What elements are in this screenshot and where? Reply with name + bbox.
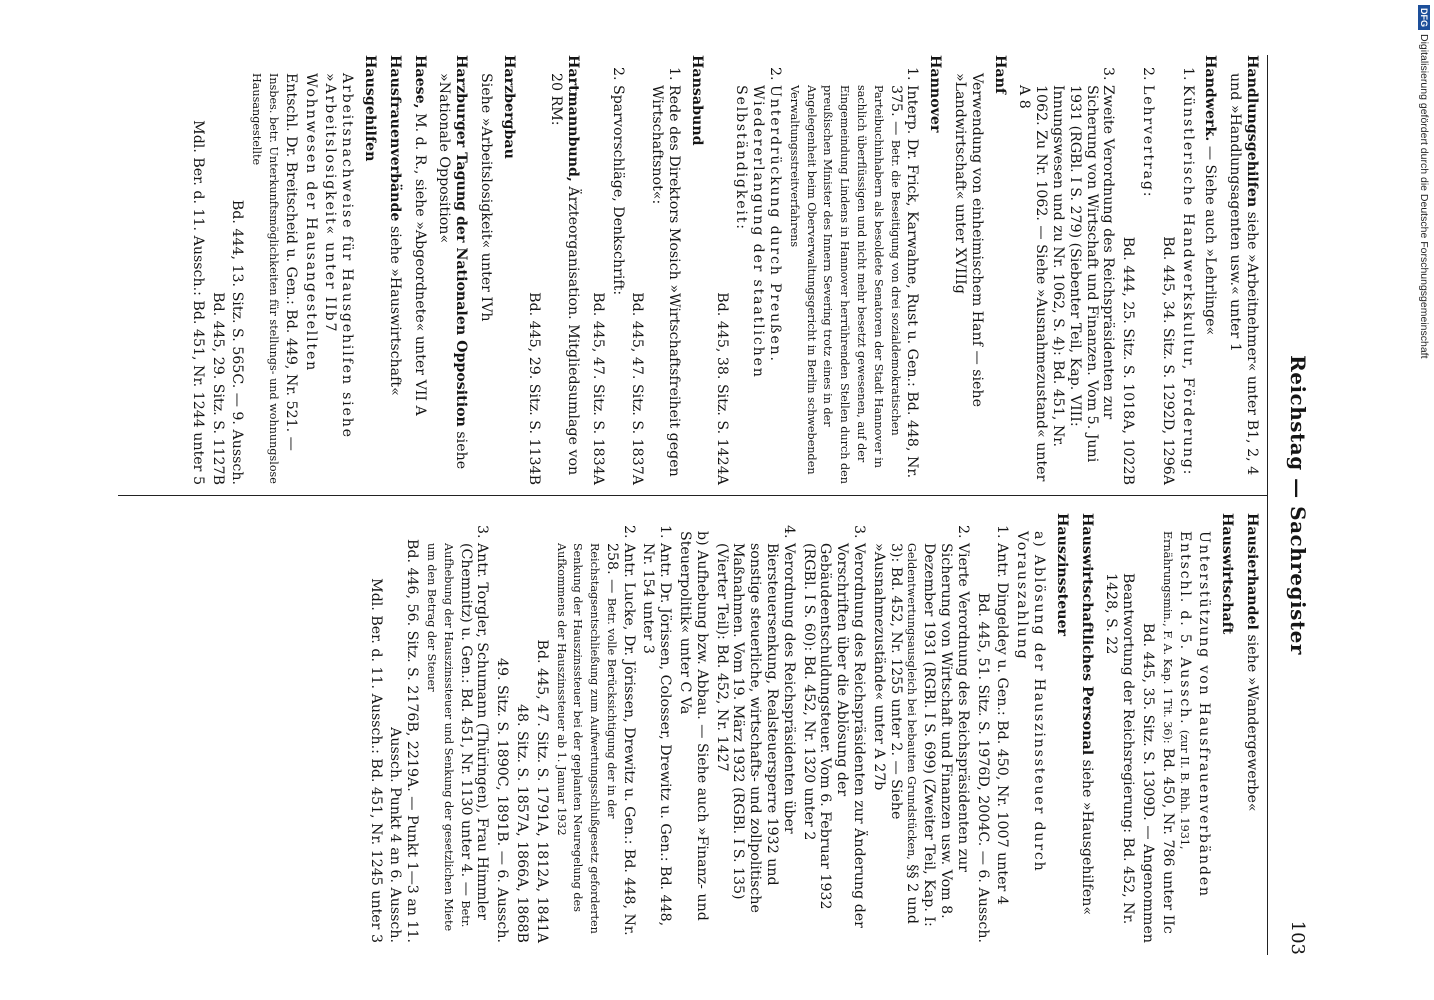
- reference: Bd. 450, Nr. 786 unter IIc: [1159, 748, 1176, 934]
- running-title: Reichstag — Sachregister: [1286, 355, 1310, 655]
- reference: Bd. 445, 34. Sitz. S. 1292D, 1296A: [1159, 236, 1176, 485]
- entry-text: Siehe »Arbeitslosigkeit« unter IVh: [477, 73, 494, 322]
- entry-term: Hauswirtschaft: [1219, 513, 1236, 635]
- entry-text: Arbeitsnachweise für Hausgehilfen siehe »Arbeitslosigkeit« unter IIb7: [322, 73, 356, 439]
- reference: 49. Sitz. S. 1890C, 1891B. — 6. Aussch.: [494, 657, 511, 943]
- item-number: 1.: [657, 525, 674, 539]
- subentry: [1179, 55, 1196, 485]
- entry-term: Harzburger Tagung der Nationalen Opposition: [453, 55, 470, 427]
- entry-text: Entschl. d. 5. Aussch.: [1176, 531, 1193, 726]
- item-number: 2.: [1140, 67, 1157, 81]
- entry-text: Verwendung von einheimischem Hanf — siehe »Landwirtschaft« unter XVIIIg: [952, 73, 985, 407]
- entry-term: Hartmannbund,: [565, 55, 582, 182]
- item-note: Geldentwertungsausgleich bei bebauten Grundstücken,: [905, 543, 919, 860]
- item-text: Lehrvertrag:: [1140, 85, 1157, 199]
- item-text: Interp. Dr. Frick, Karwahne, Rust u. Gen.: Bd. 448, Nr. 375. —: [887, 85, 921, 479]
- item-text: Künstlerische Handwerkskultur, Förderung:: [1179, 85, 1196, 477]
- item-text: Unterdrückung durch Preußen. Wiedererlangung der staatlichen Selbständigkeit:: [733, 85, 784, 379]
- entry-term: Hausgehilfen: [361, 55, 378, 162]
- entry-hanf: [991, 55, 1008, 485]
- item-number: 1.: [666, 67, 683, 81]
- subentry: [1016, 55, 1117, 485]
- item-number: 2.: [954, 525, 971, 539]
- entry-harzbergbau: [500, 55, 517, 485]
- subentry: [1139, 55, 1156, 485]
- reference: Bd. 445, 29. Sitz. S. 1134B: [525, 292, 542, 485]
- reference: Bd. 444, 25. Sitz. S. 1018A, 1022B: [1120, 236, 1137, 485]
- left-column: [186, 55, 1260, 485]
- digitization-text: Digitalisierung gefördert durch die Deutsche Forschungsgemeinschaft: [1418, 34, 1430, 359]
- subentry: [994, 513, 1011, 943]
- entry-text: [1159, 513, 1193, 943]
- entry-hausierhandel: [1243, 513, 1260, 943]
- reference: 48. Sitz. S. 1857A, 1866A, 1868B: [513, 703, 530, 943]
- entry-term: Hauszinssteuer: [1053, 513, 1070, 637]
- header-rule: [1267, 55, 1268, 955]
- item-number: 2.: [609, 67, 626, 81]
- item-text: Vierte Verordnung des Reichspräsidenten zur Sicherung von Wirtschaft und Finanzen usw. Vom 8. Dezember 1931 (RGBl. I S. 699) (Zweiter Teil, Kap. I:: [921, 543, 971, 927]
- item-text: Rede des Direktors Mosich »Wirtschaftsfreiheit gegen Wirtschaftsnot«:: [649, 85, 683, 477]
- reference: Bd. 445, 35. Sitz. S. 1309D. — Angenommen: [1140, 622, 1157, 943]
- reference: Bd. 446, 56. Sitz. S. 2176B, 2219A. — Punkt 1—3 an 11. Aussch. Punkt 4 an 6. Aussch.: [387, 538, 421, 943]
- subentry: [713, 513, 797, 943]
- entry-term: Hanf: [991, 55, 1008, 95]
- entry-hausfrauenverbaende: [386, 55, 403, 485]
- reference: Bd. 445, 47. Sitz. S. 1791A, 1812A, 1841A: [533, 639, 550, 943]
- subentry: [733, 55, 783, 485]
- item-number: 3.: [851, 525, 868, 539]
- entry-hauszinssteuer: [1053, 513, 1070, 943]
- entry-term: Hausfrauenverbände: [386, 55, 403, 222]
- entry-text: Wohnwesen der Hausangestellten: [302, 73, 319, 373]
- entry-term: Hausierhandel: [1244, 513, 1260, 630]
- item-note: Betr. Aufhebung der Hauszinssteuer und Senkung der gesetzlichen Miete um den Betrag der Steuer: [424, 543, 472, 932]
- entry-term: Hansabund: [688, 55, 705, 146]
- entry-text: siehe »Hausgehilfen«: [1078, 755, 1095, 916]
- item-text: Zweite Verordnung des Reichspräsidenten zur Sicherung von Wirtschaft und Finanzen. Vom 5. Juni 1931 (RGBl. I S. 279) (Siebenter Teil, Kap. VIII: Innungswesen und zu Nr. 1062, S. 4): Bd. 451, Nr. 1062. Zu Nr. 1062. — Siehe »Ausnahmezustand« unter A 8: [1016, 85, 1117, 482]
- entry-term: Harzbergbau: [500, 55, 517, 159]
- subentry: [649, 55, 683, 485]
- subentry: [800, 513, 867, 943]
- item-number: 1.: [994, 525, 1011, 539]
- subentry: [609, 55, 626, 485]
- item-note: Insbes. betr. Unterkunftsmöglichkeiten für stellungs- und wohnungslose Hausangestellte: [250, 73, 280, 484]
- entry-hansabund: [688, 55, 705, 485]
- entry-hauswirtschaft: [1218, 513, 1235, 943]
- section-heading: a) Ablösung der Hauszinssteuer durch Vorauszahlung: [1014, 531, 1048, 873]
- entry-haese: [411, 55, 428, 485]
- entry-handwerk: [1202, 55, 1219, 485]
- item-number: 2.: [767, 67, 784, 81]
- item-text: Sparvorschläge, Denkschrift:: [609, 85, 626, 296]
- entry-text: [248, 55, 298, 485]
- reference: Bd. 445, 51. Sitz. S. 1976D, 2004C. — 6. Aussch.: [974, 592, 991, 943]
- entry-text: Ärzteorganisation. Mitgliedsumlage von 20 RM:: [548, 73, 582, 476]
- item-note: (zur II. B. Rhh. 1931, Ernährungsmin., F. A. Kap. 1 Tit. 36):: [1160, 531, 1191, 850]
- item-note: Betr. die Beseitigung von drei sozialdemokratischen Parteibuchinhabern als besoldete Senatoren der Stadt Hannover in sachlich überflüssigen und nicht mehr besetzt gewesenen, auf der Eingemeindung Lindens in Hannover herrührenden Stellen durch den preußischen Minister des Innern Severing trotz eines in der Angelegenheit beim Oberverwaltungsgericht in Berlin schwebenden Verwaltungsstreitverfahrens: [787, 85, 902, 484]
- item-note: Betr. volle Berücksichtigung der in der Reichstagsentschließung zum Aufwertungsschlußgesetz geforderten Senkung der Hauszinssteuer bei der geplanten Neuregelung des Aufkommens der Hauszinssteuer ab 1. Januar 1932: [554, 543, 618, 934]
- dfg-logo: DFG: [1418, 5, 1430, 30]
- entry-text: M. d. R., siehe »Abgeordnete« unter VII A: [411, 108, 428, 416]
- item-number: 1.: [1179, 67, 1196, 81]
- subentry: [640, 513, 674, 943]
- entry-term: Hauswirtschaftliches Personal: [1078, 513, 1095, 756]
- item-text: Antr. Lucke, Dr. Jörissen, Drewitz u. Gen.: Bd. 448, Nr. 258. —: [603, 543, 637, 936]
- item-number: 3.: [1100, 67, 1117, 81]
- entry-handlungsgehilfen: [1226, 55, 1260, 485]
- entry-text: siehe »Hauswirtschaft«: [386, 221, 403, 396]
- item-number: 4.: [780, 525, 797, 539]
- entry-text: Entschl. Dr. Breitscheid u. Gen.: Bd. 449, Nr. 521. —: [282, 73, 299, 451]
- subentry: [786, 55, 920, 485]
- entry-hartmannbund: [548, 55, 582, 485]
- subentry: [870, 513, 971, 943]
- entry-term: Handwerk.: [1202, 55, 1219, 142]
- reference: Bd. 445, 29. Sitz. S. 1127B: [209, 292, 226, 485]
- entry-text: siehe »Arbeitnehmer« unter B1, 2, 4 und »Handlungsagenten usw.« unter 1: [1227, 73, 1260, 476]
- reference: Mdl. Ber. d. 11. Aussch.: Bd. 451, Nr. 1245 unter 3: [367, 578, 384, 943]
- reference: Bd. 444, 13. Sitz. S. 565C. — 9. Aussch.: [229, 199, 246, 485]
- entry-text: siehe »Nationale Opposition«: [436, 73, 470, 470]
- entry-text: — Siehe auch »Lehrlinge«: [1202, 141, 1219, 336]
- reference: Bd. 445, 47. Sitz. S. 1834A: [589, 292, 606, 485]
- entry-term: Handlungsgehilfen: [1244, 55, 1260, 208]
- page-number: 103: [1287, 920, 1308, 955]
- register-page: [80, 55, 1310, 955]
- entry-hausgehilfen: [361, 55, 378, 485]
- item-text: Verordnung des Reichspräsidenten über Biersteuersenkung, Realsteuersperre 1932 und sonstige steuerliche, wirtschafts- und zollpolitische Maßnahmen. Vom 19. März 1932 (RGBl. I S. 135) (Vierter Teil): Bd. 452, Nr. 1427: [713, 543, 797, 913]
- entry-text: Unterstützung von Hausfrauenverbänden: [1196, 531, 1213, 898]
- section-heading: b) Aufhebung bzw. Abbau. — Siehe auch »Finanz- und Steuerpolitik« unter C Va: [677, 531, 710, 921]
- item-text: §§ 2 und 3): Bd. 452, Nr. 1255 unter 2. — Siehe »Ausnahmezustände« unter A 27b: [870, 543, 921, 925]
- reference: Mdl. Ber. d. 11. Aussch.: Bd. 451, Nr. 1244 unter 5: [189, 120, 206, 485]
- reference: Beantwortung der Reichsregierung: Bd. 452, Nr. 1428, S. 22: [1103, 573, 1137, 925]
- page-header: [1274, 55, 1310, 955]
- entry-hauswirtschaftliches-personal: [1078, 513, 1095, 943]
- item-text: Antr. Torgler, Schumann (Thüringen), Frau Himmler (Chemnitz) u. Gen.: Bd. 451, Nr. 1130 unter 4. —: [457, 543, 491, 921]
- entry-term: Haese,: [411, 55, 428, 109]
- entry-term: Hannover: [927, 55, 944, 133]
- item-text: Antr. Dr. Jörissen, Colosser, Drewitz u. Gen.: Bd. 448, Nr. 154 unter 3: [640, 543, 674, 927]
- item-number: 1.: [904, 67, 921, 81]
- column-divider: [118, 495, 1268, 496]
- subentry: [423, 513, 490, 943]
- entry-text: siehe »Wandergewerbe«: [1244, 629, 1260, 812]
- item-text: Verordnung des Reichspräsidenten zur Änderung der Vorschriften über die Ablösung der Gebäudeentschuldungsteuer. Vom 6. Februar 1932 (RGBl. I S. 60): Bd. 452, Nr. 1320 unter 2: [800, 543, 868, 928]
- entry-harzburger-tagung: [436, 55, 470, 485]
- subentry: [553, 513, 637, 943]
- item-text: Antr. Dingeldey u. Gen.: Bd. 450, Nr. 1007 unter 4: [994, 543, 1011, 905]
- right-column: [364, 513, 1260, 943]
- entry-hannover: [926, 55, 943, 485]
- reference: Bd. 445, 47. Sitz. S. 1837A: [629, 292, 646, 485]
- item-number: 3.: [474, 525, 491, 539]
- digitization-note: [1418, 5, 1430, 359]
- item-number: 2.: [620, 525, 637, 539]
- reference: Bd. 445, 38. Sitz. S. 1424A: [713, 292, 730, 485]
